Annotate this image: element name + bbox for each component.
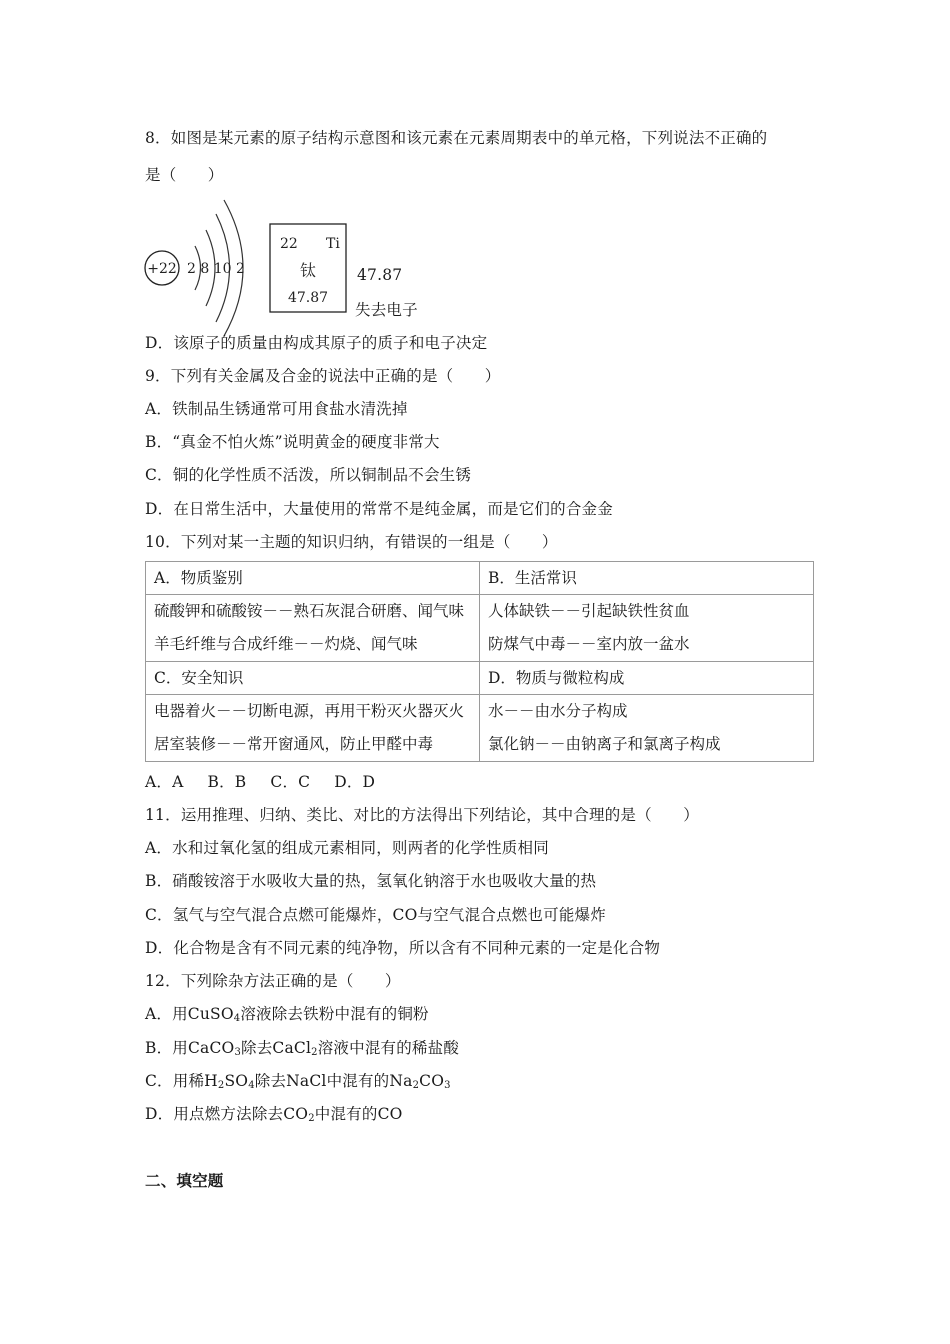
table-cell-a-head: A．物质鉴别 bbox=[146, 562, 480, 595]
q10-answer-b: B．B bbox=[207, 773, 247, 791]
table-a-line2: 羊毛纤维与合成纤维－－灼烧、闻气味 bbox=[154, 635, 418, 653]
table-c-line2: 居室装修－－常开窗通风，防止甲醛中毒 bbox=[154, 735, 434, 753]
atomic-number: 22 bbox=[280, 236, 298, 252]
table-cell-b-body bbox=[480, 595, 814, 662]
atomic-mass: 47.87 bbox=[287, 290, 329, 306]
section-heading-fill-in: 二、填空题 bbox=[145, 1172, 224, 1190]
table-cell-a-body bbox=[146, 595, 480, 662]
table-b-line1: 人体缺铁－－引起缺铁性贫血 bbox=[488, 602, 690, 620]
q11-stem: 11．运用推理、归纳、类比、对比的方法得出下列结论，其中合理的是（ ） bbox=[145, 806, 699, 824]
q9-option-a: A．铁制品生锈通常可用食盐水清洗掉 bbox=[145, 400, 408, 418]
q9-stem: 9．下列有关金属及合金的说法中正确的是（ ） bbox=[145, 367, 501, 385]
table-c-line1: 电器着火－－切断电源，再用干粉灭火器灭火 bbox=[154, 702, 465, 720]
q11-option-c: C．氢气与空气混合点燃可能爆炸，CO与空气混合点燃也可能爆炸 bbox=[145, 906, 606, 924]
atom-structure-figure bbox=[140, 188, 355, 338]
element-symbol: Ti bbox=[326, 236, 340, 252]
q8-stem-line2: 是（ ） bbox=[145, 166, 224, 184]
q9-option-b: B．“真金不怕火炼”说明黄金的硬度非常大 bbox=[145, 433, 440, 451]
q12-option-d: D．用点燃方法除去$CO_2$中混有的CO bbox=[145, 1105, 403, 1124]
q11-option-b: B．硝酸铵溶于水吸收大量的热，氢氧化钠溶于水也吸收大量的热 bbox=[145, 872, 597, 890]
q12-stem: 12．下列除杂方法正确的是（ ） bbox=[145, 972, 401, 990]
q8-option-d: D．该原子的质量由构成其原子的质子和电子决定 bbox=[145, 334, 488, 352]
q8-stem-line1: 8．如图是某元素的原子结构示意图和该元素在元素周期表中的单元格，下列说法不正确的 bbox=[145, 129, 768, 147]
q12-option-a: A．用CuSO$_4$溶液除去铁粉中混有的铜粉 bbox=[145, 1005, 429, 1024]
q10-answer-d: D．D bbox=[334, 773, 376, 791]
nucleus-charge: +22 bbox=[147, 261, 177, 277]
q11-option-d: D．化合物是含有不同元素的纯净物，所以含有不同种元素的一定是化合物 bbox=[145, 939, 661, 957]
table-a-line1: 硫酸钾和硫酸铵－－熟石灰混合研磨、闻气味 bbox=[154, 602, 465, 620]
q10-answer-c: C．C bbox=[270, 773, 311, 791]
q12-option-c: C．用稀$H_2SO_4$除去NaCl中混有的$Na_2CO_3$ bbox=[145, 1072, 451, 1091]
q9-option-d: D．在日常生活中，大量使用的常常不是纯金属，而是它们的合金金 bbox=[145, 500, 613, 518]
q10-answer-a: A．A bbox=[145, 773, 184, 791]
table-d-line1: 水－－由水分子构成 bbox=[488, 702, 628, 720]
element-name: 钛 bbox=[299, 261, 317, 280]
q10-answer-options bbox=[145, 770, 399, 792]
q12-option-b: B．用CaCO$_3$除去CaCl$_2$溶液中混有的稀盐酸 bbox=[145, 1039, 460, 1058]
q9-option-c: C．铜的化学性质不活泼，所以铜制品不会生锈 bbox=[145, 466, 472, 484]
knowledge-table bbox=[145, 561, 814, 762]
table-cell-d-head: D．物质与微粒构成 bbox=[480, 662, 814, 695]
table-cell-d-body bbox=[480, 695, 814, 762]
q8-option-b-fragment: 失去电子 bbox=[355, 301, 418, 319]
q10-stem: 10．下列对某一主题的知识归纳，有错误的一组是（ ） bbox=[145, 533, 558, 551]
shell-electrons: 2 8 10 2 bbox=[187, 261, 245, 277]
table-cell-c-head: C．安全知识 bbox=[146, 662, 480, 695]
q8-option-c-fragment: 47.87 bbox=[357, 266, 403, 284]
table-cell-c-body bbox=[146, 695, 480, 762]
table-cell-b-head: B．生活常识 bbox=[480, 562, 814, 595]
table-d-line2: 氯化钠－－由钠离子和氯离子构成 bbox=[488, 735, 721, 753]
q11-option-a: A．水和过氧化氢的组成元素相同，则两者的化学性质相同 bbox=[145, 839, 549, 857]
table-b-line2: 防煤气中毒－－室内放一盆水 bbox=[488, 635, 690, 653]
